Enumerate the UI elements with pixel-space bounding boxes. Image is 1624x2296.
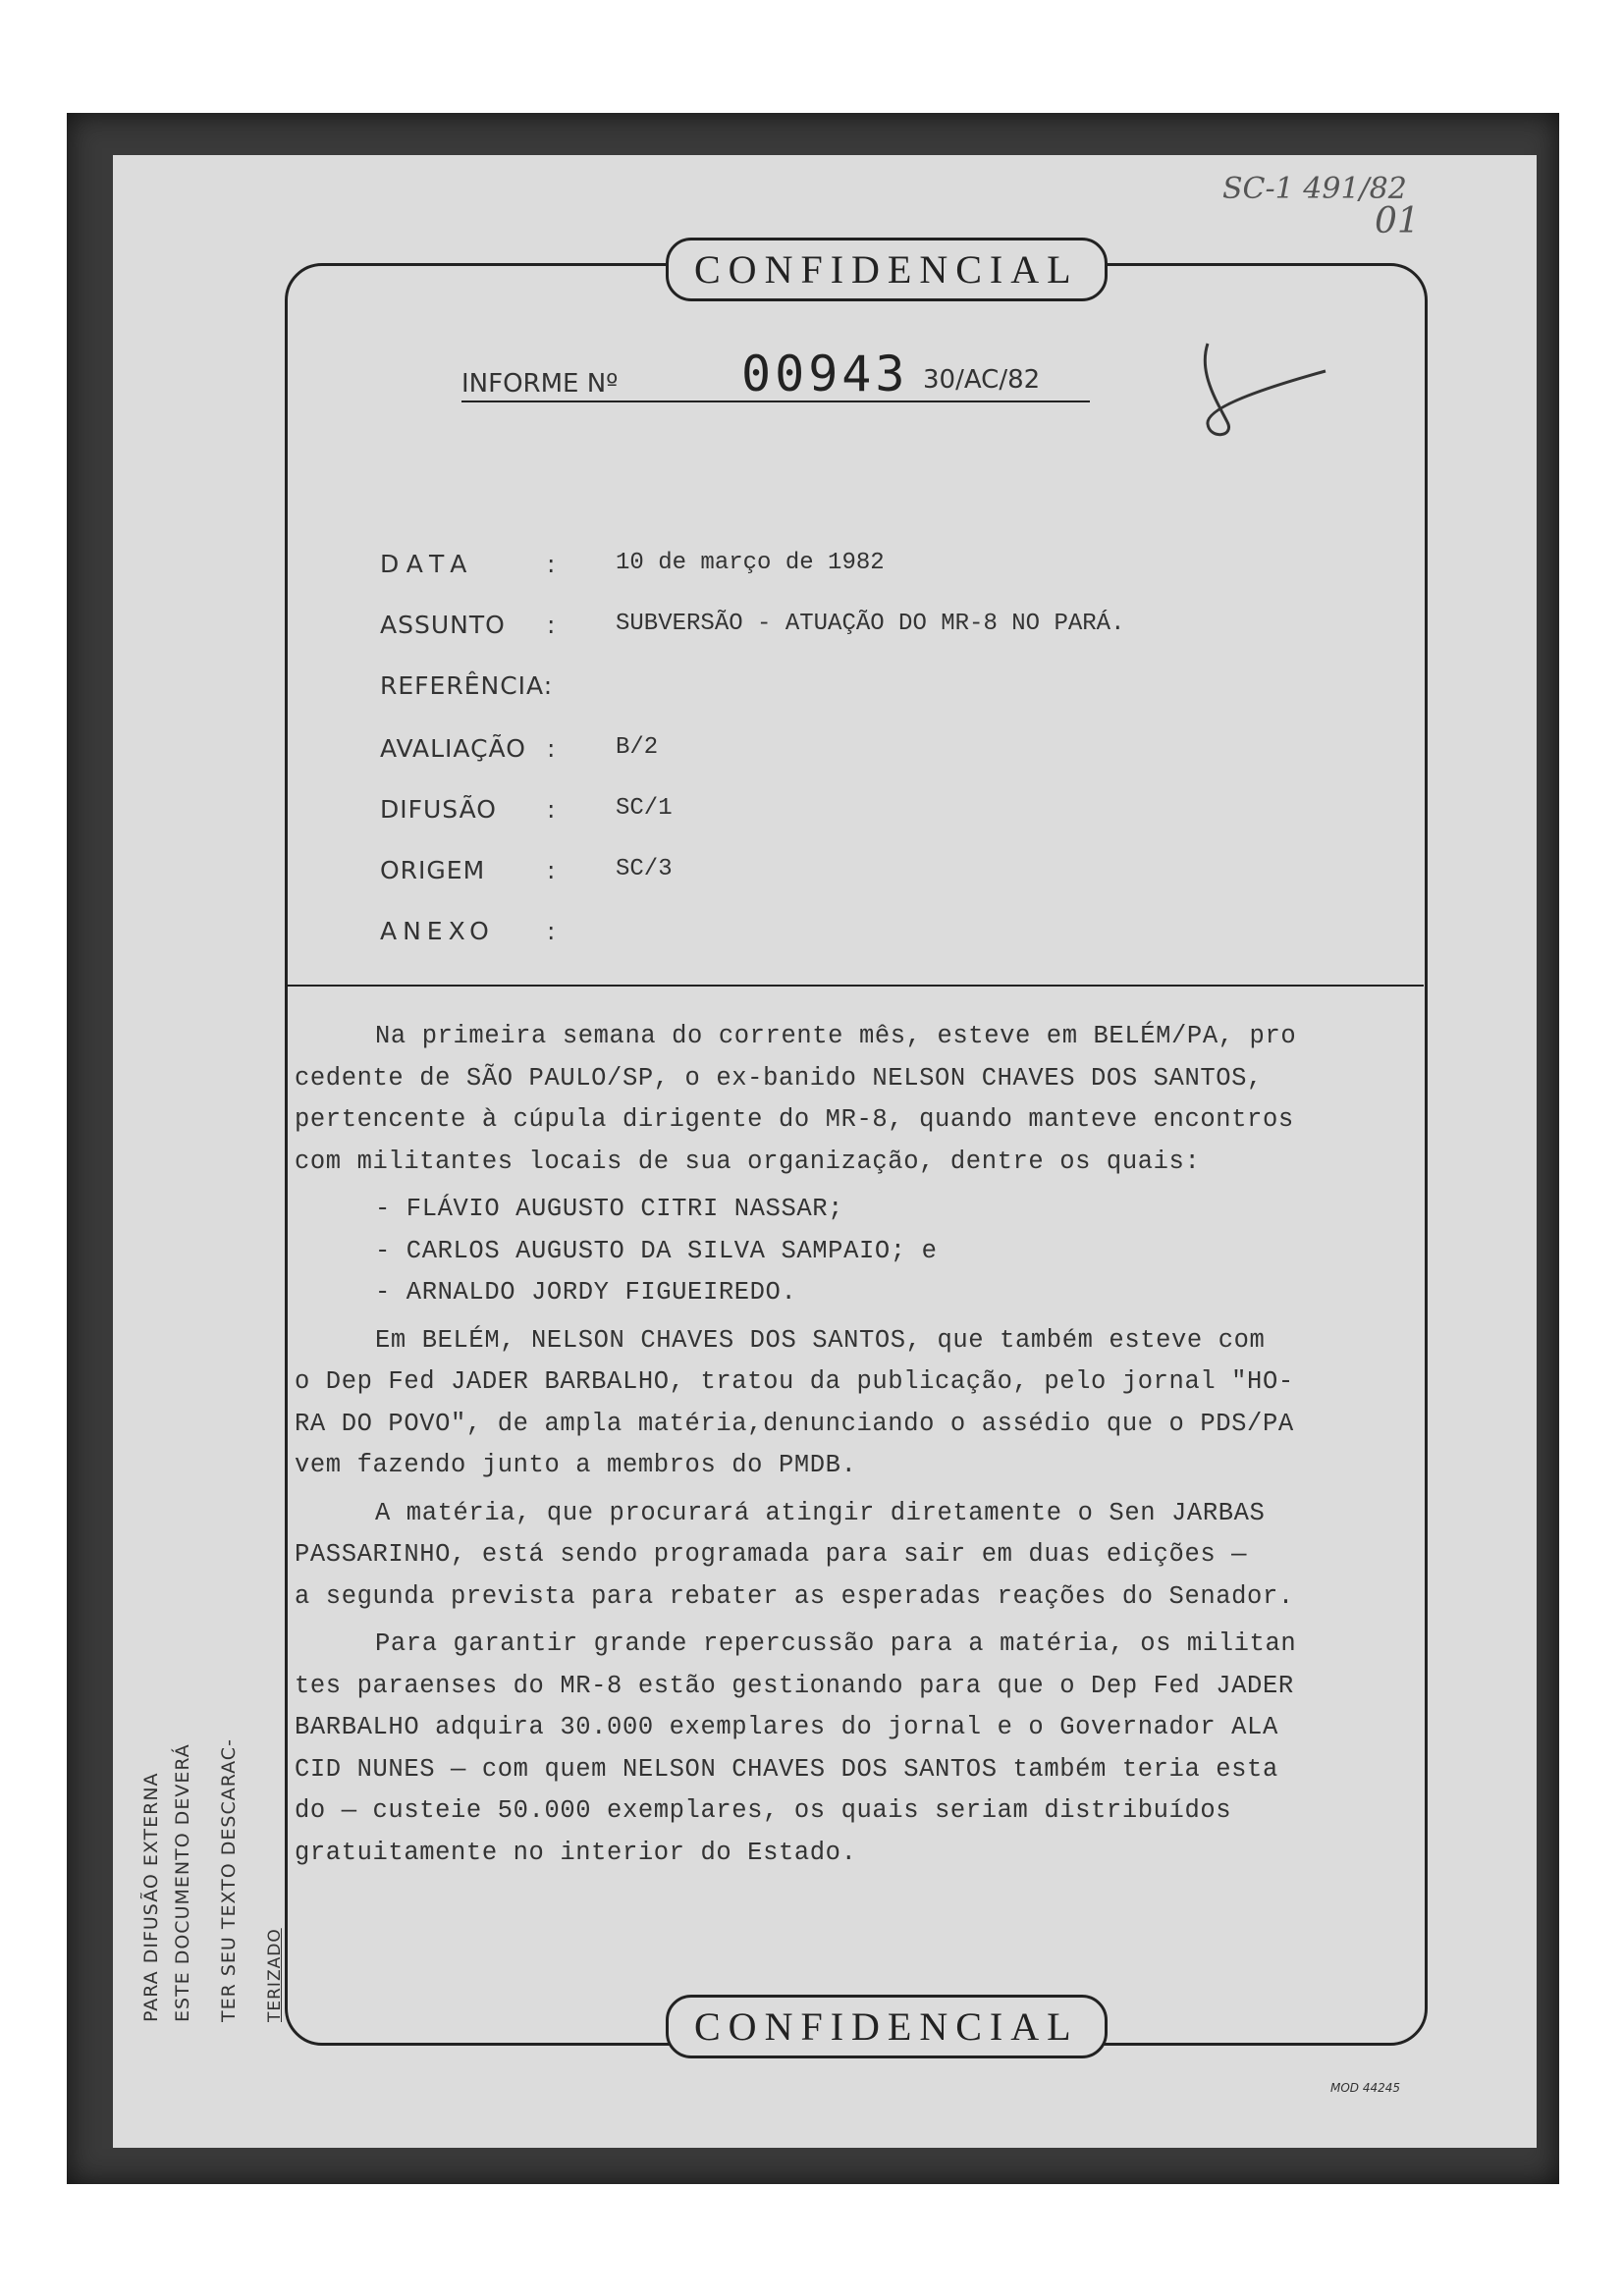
side-note-line: TERIZADO bbox=[265, 1928, 285, 2022]
text-line: do — custeie 50.000 exemplares, os quais seriam distribuídos bbox=[295, 1796, 1232, 1825]
field-colon: : bbox=[547, 550, 556, 578]
list-item: - CARLOS AUGUSTO DA SILVA SAMPAIO; e bbox=[375, 1236, 938, 1265]
list-item: - ARNALDO JORDY FIGUEIREDO. bbox=[375, 1278, 797, 1307]
field-colon: : bbox=[547, 611, 556, 639]
field-row-referencia bbox=[380, 671, 1264, 711]
field-colon: : bbox=[547, 795, 556, 824]
field-label: ANEXO bbox=[380, 917, 495, 945]
header-divider bbox=[285, 985, 1424, 987]
informe-header bbox=[461, 346, 1090, 402]
text-line: RA DO POVO", de ampla matéria,denunciando o assédio que o PDS/PA bbox=[295, 1409, 1294, 1438]
confidential-stamp-top: CONFIDENCIAL bbox=[666, 238, 1108, 301]
side-note-line: TER SEU TEXTO DESCARAC- bbox=[218, 1738, 240, 2022]
side-note-line: PARA DIFUSÃO EXTERNA bbox=[140, 1772, 162, 2022]
field-label: DIFUSÃO bbox=[380, 795, 497, 824]
field-colon: : bbox=[547, 734, 556, 763]
paragraph-3 bbox=[295, 1493, 1375, 1619]
field-row-anexo bbox=[380, 917, 1264, 956]
field-row-data bbox=[380, 550, 1264, 589]
field-colon: : bbox=[547, 917, 556, 945]
form-code: MOD 44245 bbox=[1330, 2081, 1401, 2095]
field-label: AVALIAÇÃO bbox=[380, 734, 526, 763]
militants-list bbox=[295, 1189, 1375, 1314]
field-value: SC/1 bbox=[616, 795, 673, 822]
text-line: pertencente à cúpula dirigente do MR-8, quando manteve encontros bbox=[295, 1105, 1294, 1134]
text-line: gratuitamente no interior do Estado. bbox=[295, 1838, 857, 1867]
field-row-origem bbox=[380, 856, 1264, 895]
informe-number: 00943 bbox=[741, 346, 909, 402]
text-line: Para garantir grande repercussão para a matéria, os militan bbox=[375, 1629, 1297, 1658]
paragraph-2 bbox=[295, 1320, 1375, 1487]
field-value: 10 de março de 1982 bbox=[616, 550, 885, 576]
field-value: B/2 bbox=[616, 734, 659, 761]
text-line: A matéria, que procurará atingir diretamente o Sen JARBAS bbox=[375, 1498, 1266, 1527]
text-line: PASSARINHO, está sendo programada para sair em duas edições — bbox=[295, 1540, 1248, 1569]
field-label: ORIGEM bbox=[380, 856, 486, 884]
field-label: ASSUNTO bbox=[380, 611, 506, 639]
side-note-line: ESTE DOCUMENTO DEVERÁ bbox=[172, 1743, 193, 2022]
text-line: a segunda prevista para rebater as esperadas reações do Senador. bbox=[295, 1581, 1294, 1611]
field-row-difusao bbox=[380, 795, 1264, 834]
text-line: CID NUNES — com quem NELSON CHAVES DOS SANTOS também teria esta bbox=[295, 1754, 1278, 1784]
list-item: - FLÁVIO AUGUSTO CITRI NASSAR; bbox=[375, 1195, 844, 1223]
signature-mark bbox=[1188, 334, 1335, 442]
text-line: Em BELÉM, NELSON CHAVES DOS SANTOS, que também esteve com bbox=[375, 1325, 1266, 1355]
text-line: vem fazendo junto a membros do PMDB. bbox=[295, 1451, 857, 1479]
field-colon: : bbox=[547, 856, 556, 884]
text-line: com militantes locais de sua organização, dentre os quais: bbox=[295, 1147, 1201, 1176]
document-body bbox=[295, 1016, 1375, 1874]
paragraph-1 bbox=[295, 1016, 1375, 1183]
field-row-assunto bbox=[380, 611, 1264, 650]
field-value: SUBVERSÃO - ATUAÇÃO DO MR-8 NO PARÁ. bbox=[616, 611, 1125, 637]
handwritten-page-number: 01 bbox=[1375, 201, 1420, 241]
field-row-avaliacao bbox=[380, 734, 1264, 774]
handwritten-reference: SC-1 491/82 bbox=[1222, 172, 1407, 206]
text-line: BARBALHO adquira 30.000 exemplares do jornal e o Governador ALA bbox=[295, 1713, 1278, 1741]
paragraph-4 bbox=[295, 1624, 1375, 1874]
confidential-stamp-bottom: CONFIDENCIAL bbox=[666, 1995, 1108, 2058]
field-label: DATA bbox=[380, 550, 475, 578]
text-line: cedente de SÃO PAULO/SP, o ex-banido NELSON CHAVES DOS SANTOS, bbox=[295, 1063, 1263, 1093]
text-line: o Dep Fed JADER BARBALHO, tratou da publicação, pelo jornal "HO- bbox=[295, 1367, 1294, 1396]
informe-suffix: 30/AC/82 bbox=[923, 365, 1041, 395]
text-line: Na primeira semana do corrente mês, esteve em BELÉM/PA, pro bbox=[375, 1022, 1297, 1050]
informe-label: INFORME Nº bbox=[461, 369, 619, 399]
text-line: tes paraenses do MR-8 estão gestionando para que o Dep Fed JADER bbox=[295, 1671, 1294, 1700]
field-value: SC/3 bbox=[616, 856, 673, 882]
field-label: REFERÊNCIA: bbox=[380, 671, 554, 700]
